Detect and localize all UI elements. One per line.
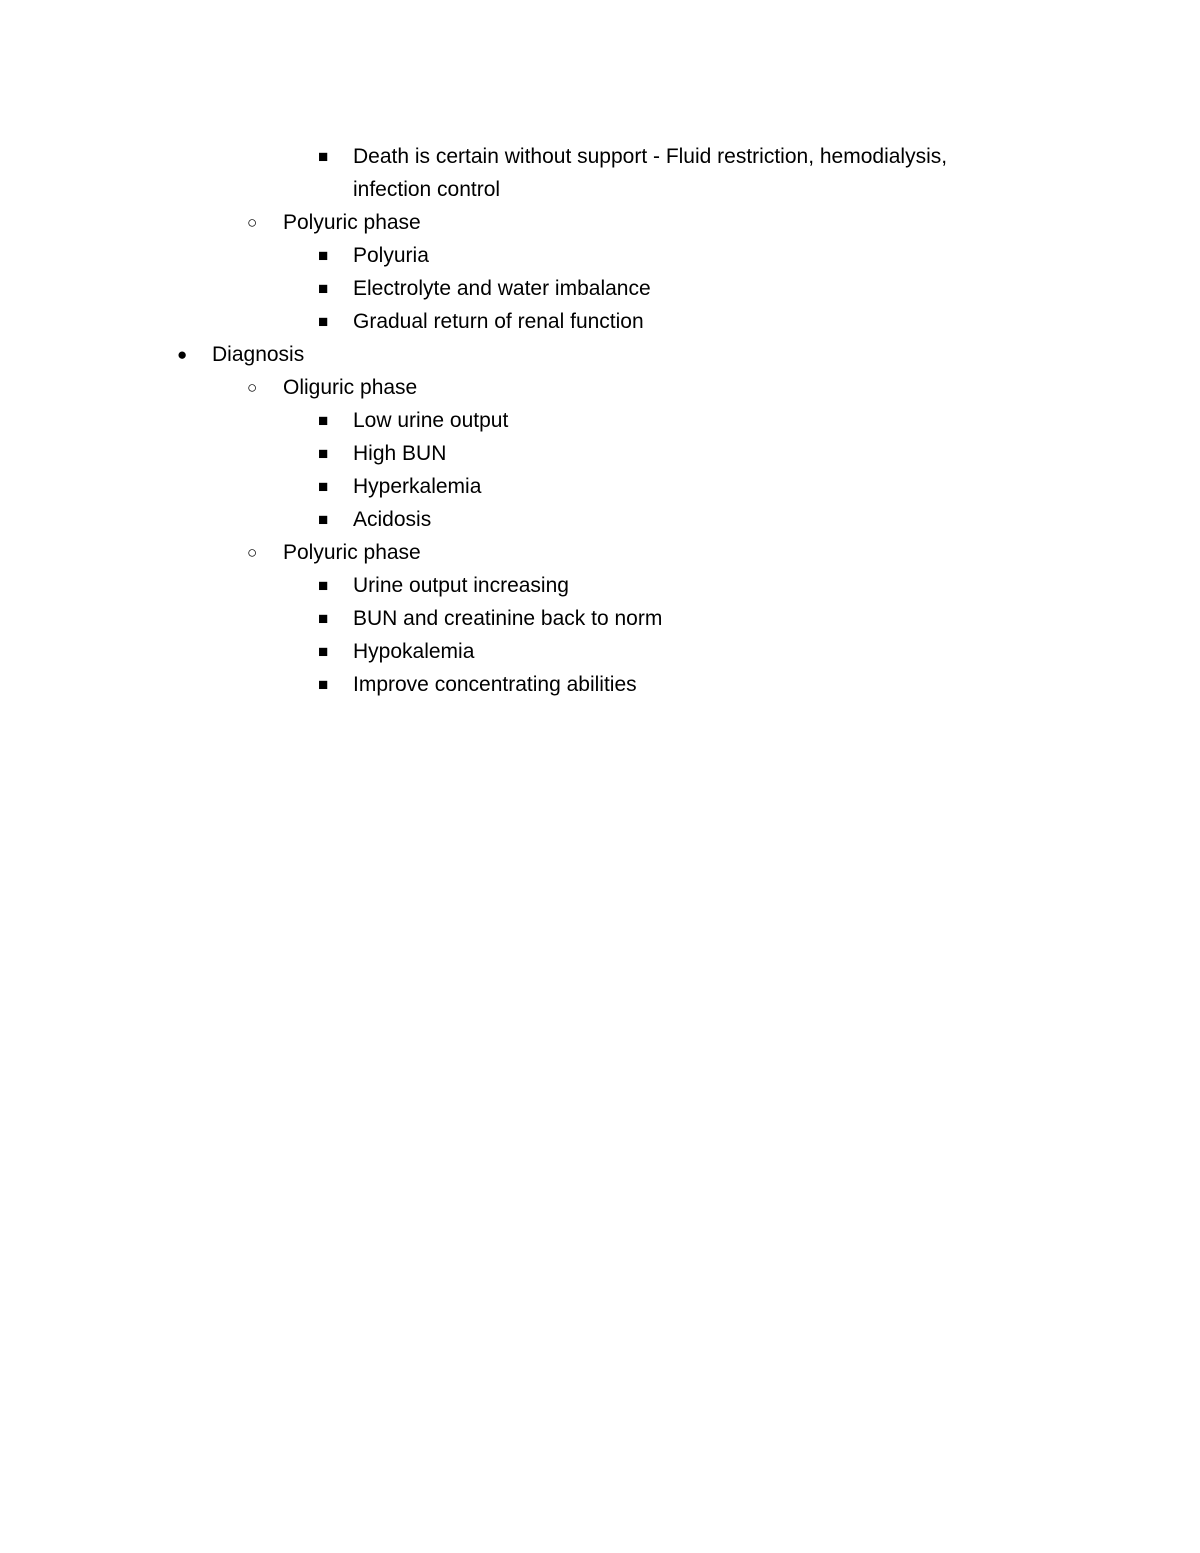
list-item-text: Urine output increasing xyxy=(353,574,569,597)
square-bullet-icon: ■ xyxy=(318,411,329,430)
list-item-text: Gradual return of renal function xyxy=(353,310,644,333)
disc-bullet-icon: ● xyxy=(177,345,188,364)
square-bullet-icon: ■ xyxy=(318,477,329,496)
list-item-text: Diagnosis xyxy=(212,343,305,366)
list-item-text: Low urine output xyxy=(353,409,509,432)
list-item-text: Death is certain without support - Fluid restriction, hemodialysis, xyxy=(353,145,948,168)
square-bullet-icon: ■ xyxy=(318,576,329,595)
square-bullet-icon: ■ xyxy=(318,444,329,463)
circle-bullet-icon: ○ xyxy=(247,213,258,232)
list-item-text: Electrolyte and water imbalance xyxy=(353,277,651,300)
list-item-text: Hypokalemia xyxy=(353,640,475,663)
list-item-text: Oliguric phase xyxy=(283,376,418,399)
square-bullet-icon: ■ xyxy=(318,510,329,529)
list-item-text: Polyuric phase xyxy=(283,211,421,234)
list-item-text: Polyuria xyxy=(353,244,429,267)
square-bullet-icon: ■ xyxy=(318,312,329,331)
square-bullet-icon: ■ xyxy=(318,246,329,265)
circle-bullet-icon: ○ xyxy=(247,543,258,562)
square-bullet-icon: ■ xyxy=(318,675,329,694)
square-bullet-icon: ■ xyxy=(318,279,329,298)
list-item-text: BUN and creatinine back to norm xyxy=(353,607,663,630)
list-item-text: Improve concentrating abilities xyxy=(353,673,637,696)
circle-bullet-icon: ○ xyxy=(247,378,258,397)
list-item-text: infection control xyxy=(353,178,501,201)
square-bullet-icon: ■ xyxy=(318,147,329,166)
list-item-text: Polyuric phase xyxy=(283,541,421,564)
square-bullet-icon: ■ xyxy=(318,642,329,661)
list-item-text: High BUN xyxy=(353,442,447,465)
list-item-text: Acidosis xyxy=(353,508,432,531)
square-bullet-icon: ■ xyxy=(318,609,329,628)
list-item-text: Hyperkalemia xyxy=(353,475,482,498)
